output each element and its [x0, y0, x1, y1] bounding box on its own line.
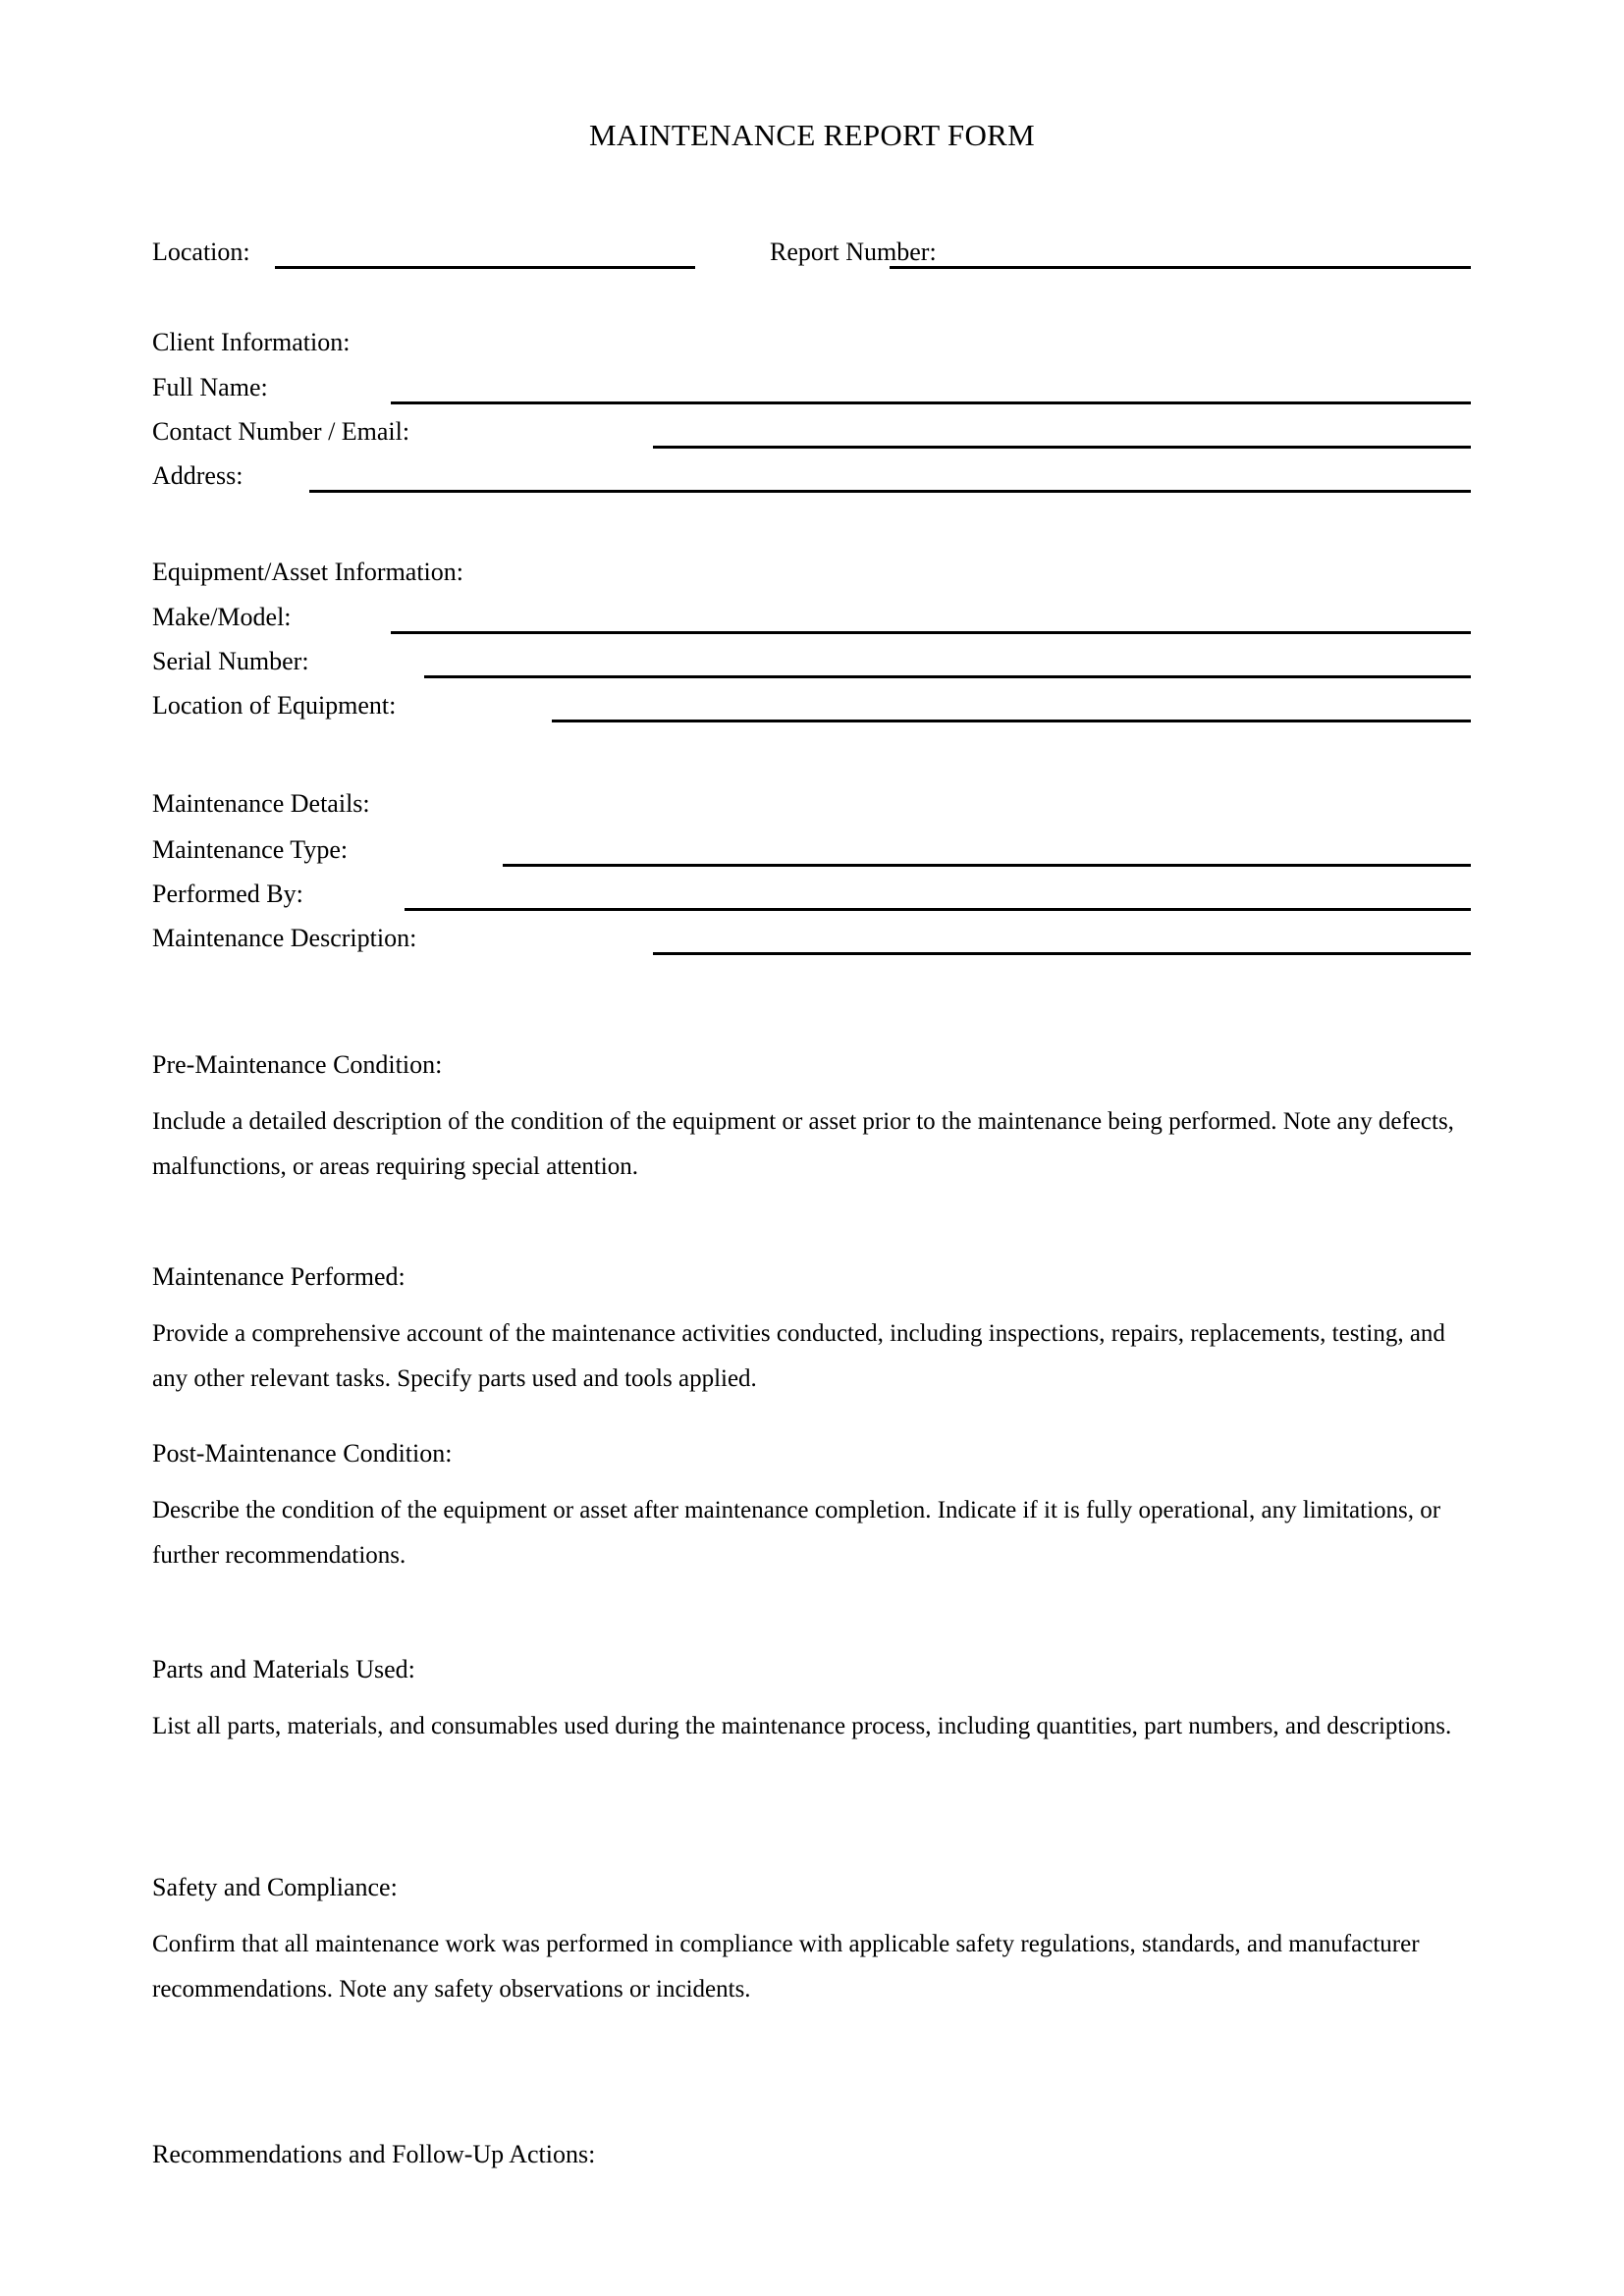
field-label-performed-by: Performed By: [152, 880, 303, 908]
block-parts-and-materials-used [152, 1647, 1469, 1749]
field-label-maintenance-description: Maintenance Description: [152, 924, 417, 952]
block-heading-recommendations-and-follow-up-actions: Recommendations and Follow-Up Actions: [152, 2140, 596, 2168]
field-input-report-number[interactable] [890, 266, 1471, 269]
field-label-location: Location: [152, 238, 250, 266]
field-label-make-model: Make/Model: [152, 603, 292, 631]
field-row-serial-number[interactable] [152, 643, 1471, 680]
field-input-make-model[interactable] [391, 631, 1471, 634]
field-label-full-name: Full Name: [152, 373, 268, 401]
field-row-performed-by[interactable] [152, 876, 1471, 913]
block-text-pre-maintenance-condition: Include a detailed description of the condition of the equipment or asset prior to the maintenance being performed. Note any defects, malfunctions, or areas requiring special attention. [152, 1108, 1454, 1180]
block-text-maintenance-performed: Provide a comprehensive account of the maintenance activities conducted, including inspections, repairs, replacements, testing, and any other relevant tasks. Specify parts used and tools applied. [152, 1320, 1445, 1392]
block-recommendations-and-follow-up-actions [152, 2132, 1469, 2189]
block-heading-pre-maintenance-condition: Pre-Maintenance Condition: [152, 1050, 443, 1079]
block-text-parts-and-materials-used: List all parts, materials, and consumables used during the maintenance process, including quantities, part numbers, and descriptions. [152, 1713, 1452, 1739]
field-input-full-name[interactable] [391, 401, 1471, 404]
field-row-make-model[interactable] [152, 599, 1471, 636]
field-row-full-name[interactable] [152, 369, 1471, 406]
section-heading-client-information: Client Information: [152, 328, 351, 356]
block-safety-and-compliance [152, 1865, 1469, 2012]
page-title: MAINTENANCE REPORT FORM [588, 118, 1035, 152]
block-maintenance-performed [152, 1255, 1469, 1402]
block-text-post-maintenance-condition: Describe the condition of the equipment or asset after maintenance completion. Indicate if it is fully operational, any limitations, or further recommendations. [152, 1497, 1441, 1569]
field-input-location[interactable] [275, 266, 695, 269]
field-input-serial-number[interactable] [424, 675, 1471, 678]
block-text-safety-and-compliance: Confirm that all maintenance work was performed in compliance with applicable safety regulations, standards, and manufacturer recommendations. Note any safety observations or incidents. [152, 1931, 1420, 2002]
field-row-location[interactable] [152, 234, 702, 271]
block-pre-maintenance-condition [152, 1042, 1469, 1190]
field-input-maintenance-description[interactable] [653, 952, 1471, 955]
block-heading-safety-and-compliance: Safety and Compliance: [152, 1873, 398, 1901]
field-row-contact-number-email[interactable] [152, 413, 1471, 451]
block-heading-post-maintenance-condition: Post-Maintenance Condition: [152, 1439, 453, 1468]
field-input-contact-number-email[interactable] [653, 446, 1471, 449]
section-heading-maintenance-details: Maintenance Details: [152, 789, 370, 818]
block-heading-parts-and-materials-used: Parts and Materials Used: [152, 1655, 415, 1683]
field-input-maintenance-type[interactable] [503, 864, 1471, 867]
field-row-report-number[interactable] [770, 234, 1471, 271]
field-row-location-of-equipment[interactable] [152, 687, 1471, 724]
field-label-report-number: Report Number: [770, 238, 937, 266]
field-label-address: Address: [152, 461, 244, 490]
block-post-maintenance-condition [152, 1431, 1469, 1578]
field-label-maintenance-type: Maintenance Type: [152, 835, 349, 864]
section-heading-equipment-asset-information: Equipment/Asset Information: [152, 558, 464, 586]
field-label-serial-number: Serial Number: [152, 647, 309, 675]
field-row-maintenance-type[interactable] [152, 831, 1471, 869]
field-label-location-of-equipment: Location of Equipment: [152, 691, 397, 720]
field-input-address[interactable] [309, 490, 1471, 493]
field-row-address[interactable] [152, 457, 1471, 495]
field-row-maintenance-description[interactable] [152, 920, 1471, 957]
block-heading-maintenance-performed: Maintenance Performed: [152, 1262, 406, 1291]
field-input-performed-by[interactable] [405, 908, 1471, 911]
field-label-contact-number-email: Contact Number / Email: [152, 417, 410, 446]
field-input-location-of-equipment[interactable] [552, 720, 1471, 722]
